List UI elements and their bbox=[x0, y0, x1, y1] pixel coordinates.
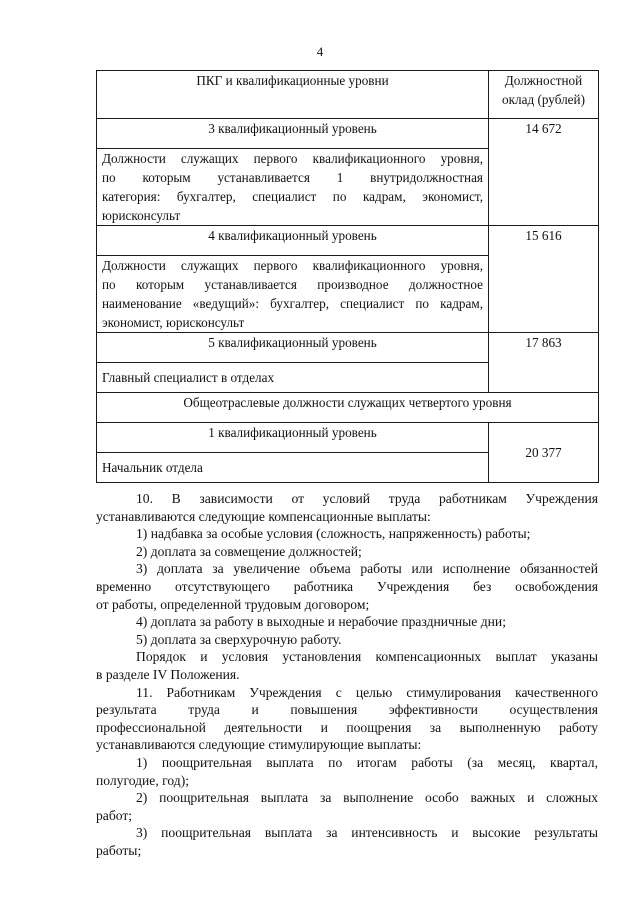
level4-salary: 15 616 bbox=[489, 226, 599, 333]
level4-description bbox=[97, 256, 489, 333]
paragraph-11-line: результата труда и повышения эффективности осуществления bbox=[96, 702, 598, 718]
table-header-row bbox=[97, 71, 599, 119]
compensation-item-1: 1) надбавка за особые условия (сложность, напряженность) работы; bbox=[136, 526, 531, 542]
incentive-item-3-line: 3) поощрительная выплата за интенсивность и высокие результаты bbox=[136, 825, 598, 841]
table-row bbox=[97, 226, 599, 256]
level1-salary: 20 377 bbox=[489, 423, 599, 483]
level3-desc-line: по которым устанавливается 1 внутридолжностная bbox=[102, 170, 483, 185]
group4-heading: Общеотраслевые должности служащих четвертого уровня bbox=[97, 393, 599, 423]
level5-description: Главный специалист в отделах bbox=[97, 363, 489, 393]
paragraph-11-line: устанавливаются следующие стимулирующие выплаты: bbox=[96, 737, 422, 753]
level4-desc-line: по которым устанавливается производное должностное bbox=[102, 277, 483, 292]
level4-desc-line: наименование «ведущий»: бухгалтер, специалист по кадрам, bbox=[102, 296, 483, 311]
header-salary bbox=[489, 71, 599, 119]
level3-title: 3 квалификационный уровень bbox=[97, 119, 489, 149]
level3-desc-line: юрисконсульт bbox=[102, 208, 181, 223]
level4-title: 4 квалификационный уровень bbox=[97, 226, 489, 256]
header-salary-line2: оклад (рублей) bbox=[502, 92, 585, 107]
paragraph-11-line: 11. Работникам Учреждения с целью стимулирования качественного bbox=[136, 684, 598, 700]
incentive-item-2-line: работ; bbox=[96, 807, 133, 823]
salary-table bbox=[96, 70, 599, 483]
level4-desc-line: Должности служащих первого квалификационного уровня, bbox=[102, 258, 483, 273]
order-paragraph-line: в разделе IV Положения. bbox=[96, 666, 240, 682]
level5-salary: 17 863 bbox=[489, 333, 599, 393]
level3-desc-line: Должности служащих первого квалификационного уровня, bbox=[102, 151, 483, 166]
incentive-item-3-line: работы; bbox=[96, 842, 142, 858]
table-row bbox=[97, 423, 599, 453]
order-paragraph-line: Порядок и условия установления компенсационных выплат указаны bbox=[136, 649, 598, 665]
compensation-item-3-line: от работы, определенной трудовым договором; bbox=[96, 596, 370, 612]
incentive-item-2-line: 2) поощрительная выплата за выполнение особо важных и сложных bbox=[136, 790, 598, 806]
compensation-item-5: 5) доплата за сверхурочную работу. bbox=[136, 631, 342, 647]
level1-title: 1 квалификационный уровень bbox=[97, 423, 489, 453]
level3-description bbox=[97, 149, 489, 226]
compensation-item-3-line: 3) доплата за увеличение объема работы или исполнение обязанностей bbox=[136, 561, 598, 577]
incentive-item-1-line: 1) поощрительная выплата по итогам работы (за месяц, квартал, bbox=[136, 754, 598, 770]
level1-description: Начальник отдела bbox=[97, 453, 489, 483]
header-salary-line1: Должностной bbox=[504, 73, 583, 88]
table-row bbox=[97, 333, 599, 363]
compensation-item-4: 4) доплата за работу в выходные и нерабочие праздничные дни; bbox=[136, 614, 506, 630]
header-pkg: ПКГ и квалификационные уровни bbox=[97, 71, 489, 119]
table-row bbox=[97, 119, 599, 149]
compensation-item-3-line: временно отсутствующего работника Учреждения без освобождения bbox=[96, 578, 598, 594]
page-number: 4 bbox=[316, 44, 324, 59]
level3-desc-line: категория: бухгалтер, специалист по кадрам, экономист, bbox=[102, 189, 483, 204]
level3-salary: 14 672 bbox=[489, 119, 599, 226]
level4-desc-line: экономист, юрисконсульт bbox=[102, 315, 245, 330]
paragraph-10-line: 10. В зависимости от условий труда работникам Учреждения bbox=[136, 491, 598, 506]
table-row bbox=[97, 393, 599, 423]
incentive-item-1-line: полугодие, год); bbox=[96, 772, 189, 788]
level5-title: 5 квалификационный уровень bbox=[97, 333, 489, 363]
paragraph-11-line: профессиональной деятельности и поощрения за выполненную работу bbox=[96, 719, 598, 735]
paragraph-10-line: устанавливаются следующие компенсационные выплаты: bbox=[96, 508, 431, 524]
compensation-item-2: 2) доплата за совмещение должностей; bbox=[136, 543, 362, 559]
document-body bbox=[96, 490, 598, 859]
